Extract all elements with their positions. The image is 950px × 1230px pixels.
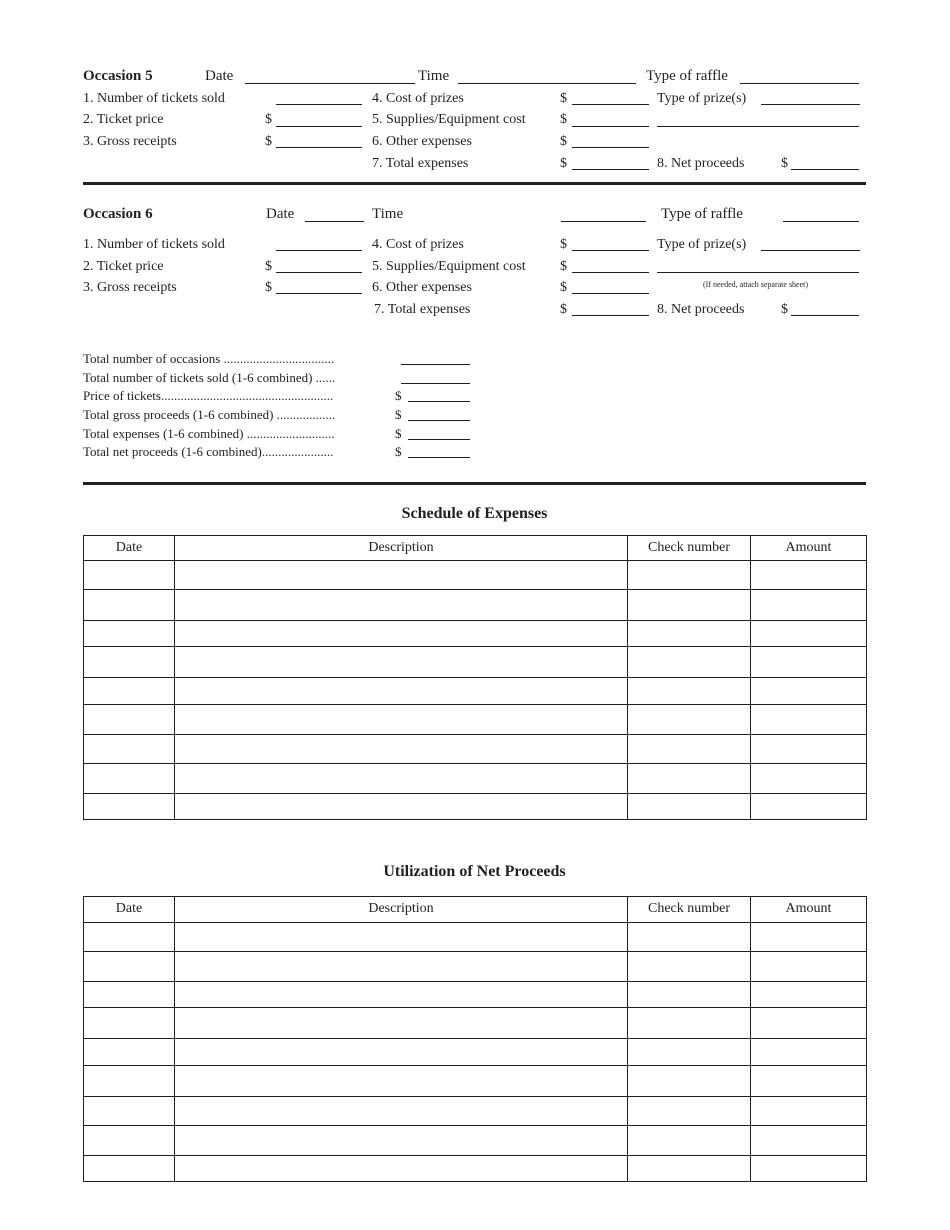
section-divider [83,482,866,485]
cell-amount[interactable] [751,647,867,678]
cell-description[interactable] [175,923,628,952]
column-header-check-number: Check number [628,897,751,923]
cell-date[interactable] [84,1156,175,1182]
cell-check-number[interactable] [628,764,751,794]
cell-check-number[interactable] [628,1126,751,1156]
occasion-5-other-expenses-field[interactable] [572,147,649,148]
cell-description[interactable] [175,1126,628,1156]
occasion-6-supplies-field[interactable] [572,272,649,273]
section-divider [83,182,866,185]
cell-check-number[interactable] [628,1008,751,1039]
cell-check-number[interactable] [628,561,751,590]
total-gross-proceeds-field[interactable] [408,420,470,421]
occasion-5-tickets-sold-label: 1. Number of tickets sold [83,91,225,106]
cell-date[interactable] [84,590,175,621]
column-header-description: Description [175,536,628,561]
cell-description[interactable] [175,794,628,820]
cell-description[interactable] [175,590,628,621]
total-net-proceeds-field[interactable] [408,457,470,458]
occasion-5-ticket-price-label: 2. Ticket price [83,112,164,127]
occasion-6-gross-receipts-label: 3. Gross receipts [83,280,177,295]
cell-description[interactable] [175,1156,628,1182]
cell-amount[interactable] [751,794,867,820]
cell-check-number[interactable] [628,590,751,621]
column-header-date: Date [84,897,175,923]
cell-amount[interactable] [751,1039,867,1066]
cell-amount[interactable] [751,678,867,705]
occasion-6-net-proceeds-label: 8. Net proceeds [657,302,745,317]
attach-sheet-note: (If needed, attach separate sheet) [703,280,809,289]
price-of-tickets-field[interactable] [408,401,470,402]
table-row [84,1039,867,1066]
table-header-row [84,897,867,923]
cell-description[interactable] [175,952,628,982]
table-row [84,764,867,794]
occasion-5-supplies-label: 5. Supplies/Equipment cost [372,112,526,127]
occasion-5-total-expenses-field[interactable] [572,169,649,170]
column-header-amount: Amount [751,536,867,561]
cell-description[interactable] [175,1008,628,1039]
occasion-5-gross-receipts-field[interactable] [276,147,362,148]
cell-check-number[interactable] [628,952,751,982]
utilization-table [83,896,867,1182]
total-occasions-label: Total number of occasions .................................. [83,351,335,366]
dollar-sign: $ [560,280,567,295]
occasion-5-total-expenses-label: 7. Total expenses [372,156,469,171]
cell-description[interactable] [175,982,628,1008]
cell-check-number[interactable] [628,1039,751,1066]
occasion-6-other-expenses-label: 6. Other expenses [372,280,472,295]
cell-amount[interactable] [751,1066,867,1097]
cell-date[interactable] [84,1039,175,1066]
cell-check-number[interactable] [628,794,751,820]
cell-description[interactable] [175,1066,628,1097]
occasion-6-other-expenses-field[interactable] [572,293,649,294]
cell-check-number[interactable] [628,705,751,735]
occasion-5-raffle-type-label: Type of raffle [646,68,728,84]
table-row [84,794,867,820]
occasion-6-prize-type-label: Type of prize(s) [657,237,747,252]
table-row [84,705,867,735]
occasion-5-title: Occasion 5 [83,68,153,84]
occasion-6-tickets-sold-label: 1. Number of tickets sold [83,237,225,252]
cell-amount[interactable] [751,923,867,952]
occasion-5-net-proceeds-field[interactable] [791,169,859,170]
cell-date[interactable] [84,678,175,705]
occasion-5-time-label: Time [418,68,450,84]
cell-date[interactable] [84,1066,175,1097]
table-row [84,1126,867,1156]
dollar-sign: $ [395,407,402,422]
schedule-of-expenses-title: Schedule of Expenses [401,505,548,522]
cell-date[interactable] [84,735,175,764]
schedule-of-expenses-table [83,535,867,820]
cell-amount[interactable] [751,764,867,794]
cell-date[interactable] [84,561,175,590]
occasion-6-total-expenses-field[interactable] [572,315,649,316]
occasion-5-date-field[interactable] [245,83,415,84]
dollar-sign: $ [395,444,402,459]
cell-check-number[interactable] [628,735,751,764]
cell-date[interactable] [84,923,175,952]
occasion-5-supplies-field[interactable] [572,126,649,127]
dollar-sign: $ [265,280,272,295]
cell-amount[interactable] [751,735,867,764]
table-row [84,561,867,590]
table-header-row [84,536,867,561]
occasion-5-time-field[interactable] [458,83,636,84]
occasion-6-time-label: Time [372,206,404,222]
occasion-6-prize-type-field[interactable] [761,250,860,251]
cell-date[interactable] [84,1008,175,1039]
cell-description[interactable] [175,1097,628,1126]
column-header-date: Date [84,536,175,561]
occasion-5-ticket-price-field[interactable] [276,126,362,127]
table-row [84,1156,867,1182]
cell-amount[interactable] [751,705,867,735]
occasion-6-total-expenses-label: 7. Total expenses [374,302,471,317]
cell-check-number[interactable] [628,1097,751,1126]
cell-check-number[interactable] [628,621,751,647]
cell-date[interactable] [84,1126,175,1156]
cell-amount[interactable] [751,621,867,647]
table-row [84,590,867,621]
table-row [84,1097,867,1126]
table-row [84,678,867,705]
cell-check-number[interactable] [628,647,751,678]
cell-amount[interactable] [751,982,867,1008]
cell-date[interactable] [84,647,175,678]
dollar-sign: $ [781,302,788,317]
table-row [84,621,867,647]
total-gross-proceeds-label: Total gross proceeds (1-6 combined) .................. [83,407,336,422]
occasion-6-time-field[interactable] [561,221,646,222]
table-row [84,1066,867,1097]
occasion-5-net-proceeds-label: 8. Net proceeds [657,156,745,171]
cell-description[interactable] [175,735,628,764]
dollar-sign: $ [560,302,567,317]
cell-date[interactable] [84,764,175,794]
occasion-6-raffle-type-label: Type of raffle [661,206,743,222]
cell-description[interactable] [175,647,628,678]
table-row [84,982,867,1008]
occasion-5-cost-of-prizes-field[interactable] [572,104,649,105]
occasion-6-prize-type-extra-field[interactable] [657,272,859,273]
occasion-5-prize-type-extra-field[interactable] [657,126,859,127]
occasion-6-tickets-sold-field[interactable] [276,250,362,251]
utilization-title: Utilization of Net Proceeds [383,863,566,880]
total-net-proceeds-label: Total net proceeds (1-6 combined)...................... [83,444,334,459]
cell-date[interactable] [84,952,175,982]
occasion-6-date-field[interactable] [305,221,364,222]
cell-description[interactable] [175,705,628,735]
cell-amount[interactable] [751,952,867,982]
occasion-6-gross-receipts-field[interactable] [276,293,362,294]
column-header-description: Description [175,897,628,923]
occasion-6-cost-of-prizes-field[interactable] [572,250,649,251]
dollar-sign: $ [560,259,567,274]
occasion-5-gross-receipts-label: 3. Gross receipts [83,134,177,149]
table-row [84,923,867,952]
occasion-5-other-expenses-label: 6. Other expenses [372,134,472,149]
cell-check-number[interactable] [628,678,751,705]
occasion-5-prize-type-label: Type of prize(s) [657,91,747,106]
cell-check-number[interactable] [628,1066,751,1097]
column-header-check-number: Check number [628,536,751,561]
cell-check-number[interactable] [628,923,751,952]
dollar-sign: $ [395,388,402,403]
cell-description[interactable] [175,561,628,590]
cell-amount[interactable] [751,561,867,590]
occasion-6-ticket-price-label: 2. Ticket price [83,259,164,274]
occasion-6-title: Occasion 6 [83,206,153,222]
cell-amount[interactable] [751,1156,867,1182]
occasion-6-date-label: Date [266,206,295,222]
cell-amount[interactable] [751,1097,867,1126]
total-occasions-field[interactable] [401,364,470,365]
occasion-6-net-proceeds-field[interactable] [791,315,859,316]
table-row [84,952,867,982]
dollar-sign: $ [560,91,567,106]
cell-amount[interactable] [751,1008,867,1039]
occasion-6-cost-of-prizes-label: 4. Cost of prizes [372,237,464,252]
column-header-amount: Amount [751,897,867,923]
cell-check-number[interactable] [628,1156,751,1182]
cell-date[interactable] [84,794,175,820]
dollar-sign: $ [560,237,567,252]
table-row [84,647,867,678]
cell-date[interactable] [84,982,175,1008]
cell-description[interactable] [175,764,628,794]
occasion-6-supplies-label: 5. Supplies/Equipment cost [372,259,526,274]
occasion-5-raffle-type-field[interactable] [740,83,859,84]
cell-check-number[interactable] [628,982,751,1008]
cell-amount[interactable] [751,590,867,621]
price-of-tickets-label: Price of tickets..................................................... [83,388,334,403]
cell-description[interactable] [175,678,628,705]
occasion-6-ticket-price-field[interactable] [276,272,362,273]
cell-date[interactable] [84,621,175,647]
table-row [84,735,867,764]
cell-amount[interactable] [751,1126,867,1156]
total-tickets-sold-field[interactable] [401,383,470,384]
dollar-sign: $ [781,156,788,171]
occasion-5-tickets-sold-field[interactable] [276,104,362,105]
cell-date[interactable] [84,705,175,735]
dollar-sign: $ [560,112,567,127]
table-row [84,1008,867,1039]
dollar-sign: $ [560,134,567,149]
cell-description[interactable] [175,1039,628,1066]
occasion-5-prize-type-field[interactable] [761,104,860,105]
total-tickets-sold-label: Total number of tickets sold (1-6 combined) ...... [83,370,336,385]
dollar-sign: $ [265,112,272,127]
cell-description[interactable] [175,621,628,647]
dollar-sign: $ [395,426,402,441]
total-expenses-label: Total expenses (1-6 combined) ........................... [83,426,335,441]
dollar-sign: $ [265,134,272,149]
occasion-6-raffle-type-field[interactable] [783,221,859,222]
dollar-sign: $ [265,259,272,274]
total-expenses-field[interactable] [408,439,470,440]
cell-date[interactable] [84,1097,175,1126]
occasion-5-cost-of-prizes-label: 4. Cost of prizes [372,91,464,106]
occasion-5-date-label: Date [205,68,234,84]
dollar-sign: $ [560,156,567,171]
